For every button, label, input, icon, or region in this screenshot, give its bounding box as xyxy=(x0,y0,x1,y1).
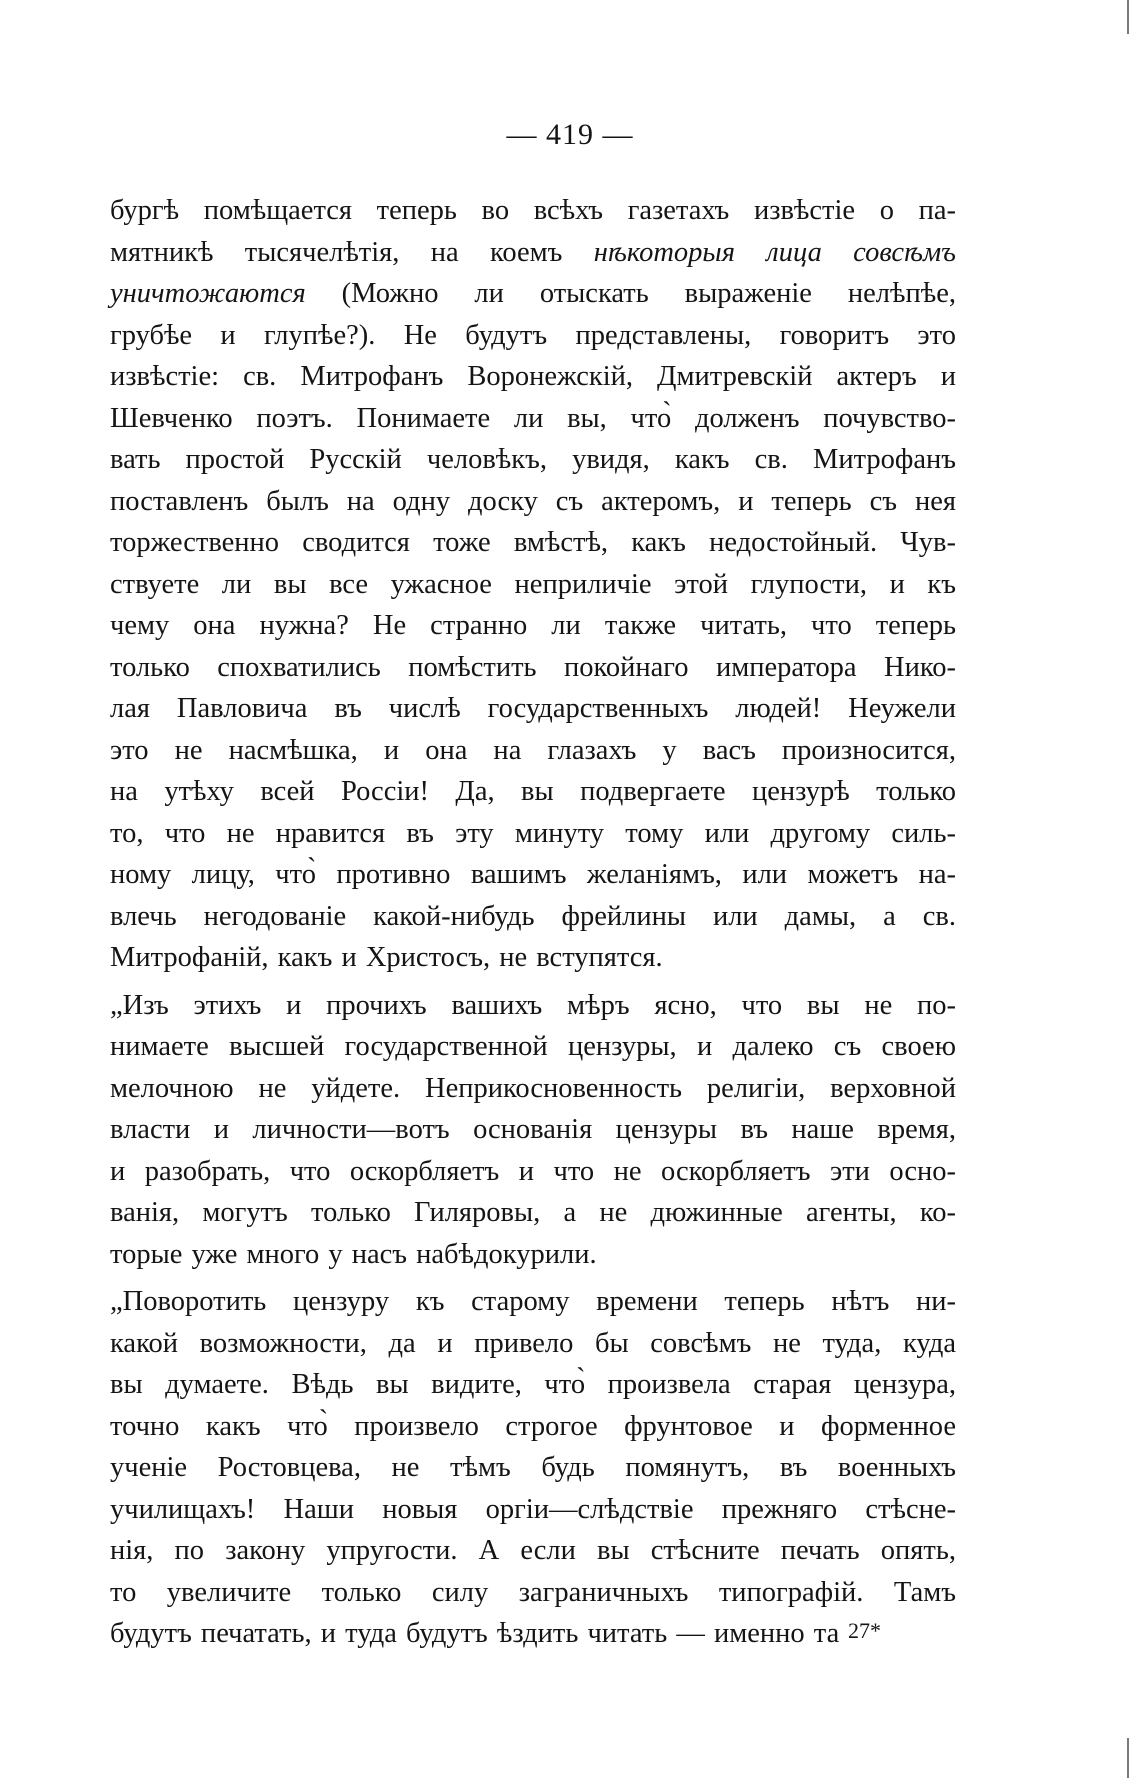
text-line xyxy=(110,315,956,357)
text-line xyxy=(110,398,956,440)
italic-run: нѣкоторыя лица совсѣмъ xyxy=(593,236,956,268)
text-line xyxy=(110,771,956,813)
text-line xyxy=(110,937,956,979)
text-line xyxy=(110,1281,956,1323)
text-run: поставленъ былъ на одну доску съ актеромъ, и теперь съ нея xyxy=(110,485,956,517)
scan-edge-mark xyxy=(1127,0,1129,34)
text-line xyxy=(110,688,956,730)
text-line xyxy=(110,605,956,647)
text-line xyxy=(110,896,956,938)
text-run: на утѣху всей Россіи! Да, вы подвергаете цензурѣ только xyxy=(110,776,956,807)
text-line xyxy=(110,647,956,689)
text-line xyxy=(110,522,956,564)
text-run: извѣстіе: св. Митрофанъ Воронежскій, Дмитревскій актеръ и xyxy=(110,361,956,392)
text-run: ствуете ли вы все ужасное неприличіе этой глупости, и къ xyxy=(110,568,956,600)
text-line xyxy=(110,985,956,1027)
body-text xyxy=(110,190,956,1655)
text-line xyxy=(110,564,956,606)
text-line xyxy=(110,1234,956,1276)
text-line xyxy=(110,1109,956,1151)
text-run: будутъ печатать, и туда будутъ ѣздить читать — именно та xyxy=(110,1618,840,1649)
text-line xyxy=(110,813,956,855)
text-run: бургѣ помѣщается теперь во всѣхъ газетахъ извѣстіе о па- xyxy=(110,195,956,226)
text-run: и разобрать, что оскорбляетъ и что не оскорбляетъ эти осно- xyxy=(110,1155,956,1187)
text-run: то, что не нравится въ эту минуту тому или другому силь- xyxy=(110,817,956,849)
text-line xyxy=(110,1613,956,1655)
text-line xyxy=(110,1323,956,1365)
text-line xyxy=(110,854,956,896)
text-line xyxy=(110,1572,956,1614)
text-run: точно какъ что̀ произвело строгое фрунтовое и форменное xyxy=(110,1410,956,1442)
page-number: — 419 — xyxy=(506,118,634,151)
text-run: „Поворотить цензуру къ старому времени теперь нѣтъ ни- xyxy=(110,1286,956,1317)
text-run: власти и личности—вотъ основанія цензуры въ наше время, xyxy=(110,1114,956,1145)
paragraph xyxy=(110,985,956,1276)
text-run: лая Павловича въ числѣ государственныхъ людей! Неужели xyxy=(110,693,956,724)
text-line xyxy=(110,1364,956,1406)
text-run: вать простой Русскій человѣкъ, увидя, какъ св. Митрофанъ xyxy=(110,444,956,475)
text-run: училищахъ! Наши новыя оргіи—слѣдствіе прежняго стѣсне- xyxy=(110,1493,956,1525)
text-line xyxy=(110,1489,956,1531)
text-run: торжественно сводится тоже вмѣстѣ, какъ недостойный. Чув- xyxy=(110,527,956,558)
text-run: это не насмѣшка, и она на глазахъ у васъ произносится, xyxy=(110,734,956,766)
text-line xyxy=(110,190,956,232)
signature-mark: 27* xyxy=(848,1618,881,1643)
text-line xyxy=(110,1530,956,1572)
text-run: грубѣе и глупѣе?). Не будутъ представлены, говоритъ это xyxy=(110,319,956,351)
text-run: мелочною не уйдете. Неприкосновенность религіи, верховной xyxy=(110,1072,956,1104)
text-run: чему она нужна? Не странно ли также читать, что теперь xyxy=(110,610,956,641)
text-run: нія, по закону упругости. А если вы стѣсните печать опять, xyxy=(110,1535,956,1566)
text-run: „Изъ этихъ и прочихъ вашихъ мѣръ ясно, что вы не по- xyxy=(110,989,956,1021)
text-run: ванія, могутъ только Гиляровы, а не дюжинные агенты, ко- xyxy=(110,1197,956,1228)
text-run: Митрофаній, какъ и Христосъ, не вступятся. xyxy=(110,942,663,973)
text-line xyxy=(110,1068,956,1110)
text-line xyxy=(110,356,956,398)
text-run: то увеличите только силу заграничныхъ типографій. Тамъ xyxy=(110,1576,956,1608)
text-line xyxy=(110,273,956,315)
italic-run: уничтожаются xyxy=(110,278,306,309)
text-run: мятникѣ тысячелѣтія, на коемъ xyxy=(110,236,594,268)
text-line xyxy=(110,730,956,772)
paragraph xyxy=(110,1281,956,1655)
text-run: ученіе Ростовцева, не тѣмъ будь помянутъ, въ военныхъ xyxy=(110,1452,956,1483)
text-run: влечь негодованіе какой-нибудь фрейлины или дамы, а св. xyxy=(110,900,956,932)
text-line xyxy=(110,481,956,523)
text-run: ному лицу, что̀ противно вашимъ желаніямъ, или можетъ на- xyxy=(110,859,956,890)
text-run: нимаете высшей государственной цензуры, и далеко съ своею xyxy=(110,1031,956,1062)
text-run: вы думаете. Вѣдь вы видите, что̀ произвела старая цензура, xyxy=(110,1369,956,1400)
text-line xyxy=(110,1447,956,1489)
text-run: какой возможности, да и привело бы совсѣмъ не туда, куда xyxy=(110,1327,956,1359)
text-line xyxy=(110,1406,956,1448)
text-run: только спохватились помѣстить покойнаго императора Нико- xyxy=(110,651,956,683)
text-line xyxy=(110,439,956,481)
text-line xyxy=(110,1026,956,1068)
text-run: Шевченко поэтъ. Понимаете ли вы, что̀ долженъ почувство- xyxy=(110,402,956,434)
text-line xyxy=(110,232,956,274)
text-run: (Можно ли отыскать выраженіе нелѣпѣе, xyxy=(305,278,956,309)
text-run: торые уже много у насъ набѣдокурили. xyxy=(110,1238,597,1270)
text-line xyxy=(110,1192,956,1234)
paragraph xyxy=(110,190,956,979)
scan-edge-mark xyxy=(1127,1738,1129,1778)
text-line xyxy=(110,1151,956,1193)
